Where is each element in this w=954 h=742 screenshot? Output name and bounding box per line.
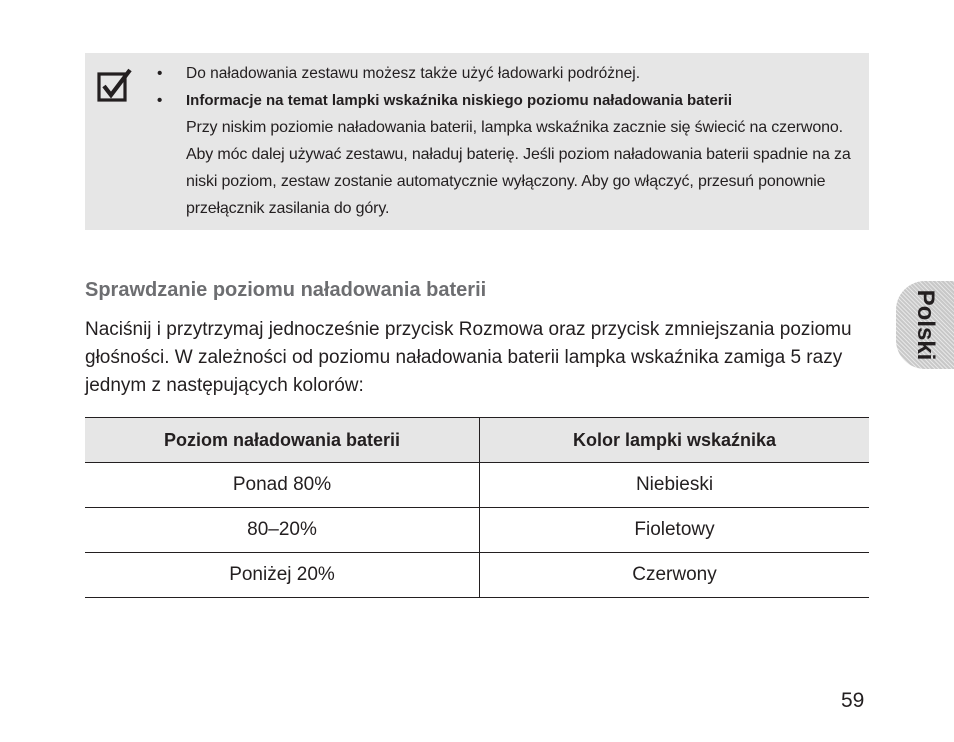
cell-color: Fioletowy [480, 508, 870, 553]
note-tip-low-battery [157, 90, 857, 222]
bullet: • [157, 92, 163, 109]
cell-level: 80–20% [85, 508, 480, 553]
table-header-row [85, 418, 869, 463]
section-body: Naciśnij i przytrzymaj jednocześnie przycisk Rozmowa oraz przycisk zmniejszania poziomu głośności. W zależności od poziomu naładowania baterii lampka wskaźnika zamiga 5 razy jednym z następujących kolorów: [85, 319, 852, 396]
cell-color: Czerwony [480, 553, 870, 598]
section-title: Sprawdzanie poziomu naładowania baterii [85, 279, 487, 301]
language-tab [896, 281, 954, 369]
cell-color: Niebieski [480, 463, 870, 508]
header-level: Poziom naładowania baterii [85, 418, 480, 463]
page-number: 59 [841, 689, 865, 712]
table-row [85, 508, 869, 553]
checkbox-checked-icon [97, 68, 133, 104]
table-row [85, 463, 869, 508]
cell-level: Ponad 80% [85, 463, 480, 508]
note-box [85, 53, 869, 230]
note-tip-text: Do naładowania zestawu możesz także użyć ładowarki podróżnej. [186, 65, 641, 82]
note-tip-charger [157, 63, 857, 84]
battery-level-table [85, 417, 869, 598]
table-row [85, 553, 869, 598]
note-tip-body: Przy niskim poziomie naładowania baterii, lampka wskaźnika zacznie się świecić na czerwono. Aby móc dalej używać zestawu, naładuj baterię. Jeśli poziom naładowania baterii spadnie na za niski poziom, zestaw zostanie automatycznie wyłączony. Aby go włączyć, przesuń ponownie przełącznik zasilania do góry. [186, 119, 851, 217]
note-list [157, 63, 857, 222]
header-color: Kolor lampki wskaźnika [480, 418, 870, 463]
note-tip-title: Informacje na temat lampki wskaźnika niskiego poziomu naładowania baterii [186, 92, 732, 109]
language-tab-label: Polski [912, 289, 939, 361]
cell-level: Poniżej 20% [85, 553, 480, 598]
bullet: • [157, 65, 163, 82]
